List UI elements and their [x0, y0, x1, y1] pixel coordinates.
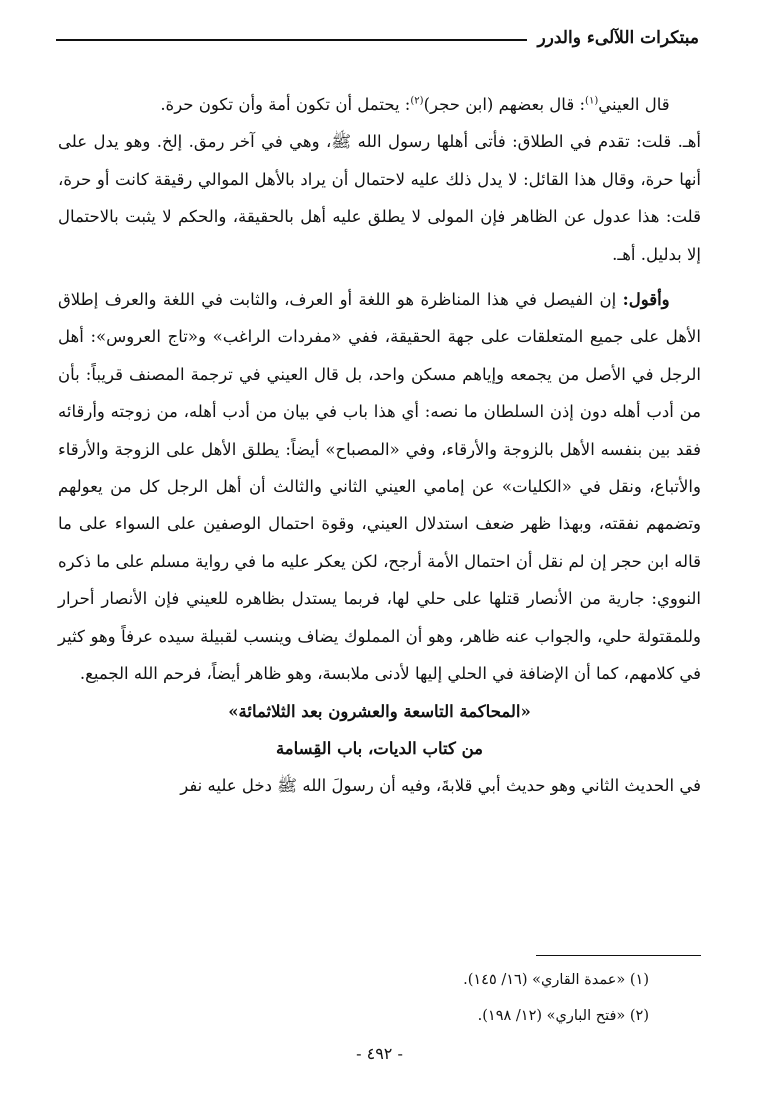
header-rule: [56, 39, 527, 41]
footnotes: [58, 962, 649, 1034]
page-header: [56, 28, 699, 48]
footnote-ref-2[interactable]: (٢): [410, 95, 424, 107]
section-heading: «المحاكمة التاسعة والعشرون بعد الثلاثمائة»: [228, 701, 531, 721]
main-text: [58, 86, 701, 805]
footnote-separator: [536, 955, 701, 956]
paragraph-lead-word: وأقول:: [622, 290, 670, 310]
paragraph-quote: [58, 86, 701, 123]
running-title: مبتكرات اللآلىء والدرر: [537, 28, 699, 48]
quote-middle: : قال بعضهم (ابن حجر): [423, 95, 586, 114]
quote-start: قال العيني: [598, 95, 670, 114]
footnote-2: (٢) «فتح الباري» (١٢/ ١٩٨).: [477, 1008, 649, 1024]
footnote-1: (١) «عمدة القاري» (١٦/ ١٤٥).: [463, 972, 649, 988]
footnote-ref-1[interactable]: (١): [585, 95, 599, 107]
chapter-subheading: من كتاب الديات، باب القِسامة: [275, 738, 484, 758]
page-number: - ٤٩٢ -: [356, 1044, 403, 1063]
paragraph-hadith: في الحديث الثاني وهو حديث أبي قلابةَ، وفيه أن رسولَ الله ﷺ دخل عليه نفر: [180, 776, 701, 796]
paragraph-opinion-text: إن الفيصل في هذا المناظرة هو اللغة أو العرف، والثابت في اللغة والعرف إطلاق الأهل على جميع المتعلقات على جهة الحقيقة، ففي «مفردات الراغب» و«تاج العروس»: أهل الرجل في الأصل من يجمعه وإياهم مسكن واحد، بل قال العيني في ترجمة المصنف قريباً: بأن من أدب أهله دون إذن السلطان ما نصه: أي هذا باب في بيان من أدب أهله، من زوجته وأرقائه فقد بين بنفسه الأهل بالزوجة والأرقاء، وفي «المصباح» أيضاً: يطلق الأهل على الزوجة والأرقاء والأتباع، ونقل في «الكليات» عن إمامي العيني الثاني والثالث أن أهل الرجل كل من يعولهم وتضمهم نفقته، وبهذا ظهر ضعف استدلال العيني، وقوة احتمال الوصفين على السواء على ما قاله ابن حجر إن لم نقل أن احتمال الأمة أرجح، لكن يعكر عليه ما في رواية مسلم على ما ذكره النووي: جارية من الأنصار قتلها على حلي لها، فربما يستدل بظاهره للعيني فإن الأنصار أحرار وللمقتولة حلي، والجواب عنه ظاهر، وهو أن المملوك يضاف وينسب لقبيلة سيده عرفاً وهو كثير في كلامهم، كما أن الإضافة في الحلي إليها لأدنى ملابسة، وهو ظاهر أيضاً، فرحم الله الجميع.: [58, 290, 701, 684]
quote-end: : يحتمل أن تكون أمة وأن تكون حرة.: [160, 95, 411, 114]
paragraph-opinion: [58, 281, 701, 692]
paragraph-reply: أهـ. قلت: تقدم في الطلاق: فأتى أهلها رسول الله ﷺ، وهي في آخر رمق. إلخ. وهو يدل على أنها حرة، وقال هذا القائل: لا يدل ذلك عليه لاحتمال أن يراد بالأهل الموالي رقيقة كانت أو حرة، قلت: هذا عدول عن الظاهر فإن المولى لا يطلق عليه أهل بالحقيقة، والحكم لا يثبت بالاحتمال إلا بدليل. أهـ.: [58, 132, 701, 264]
